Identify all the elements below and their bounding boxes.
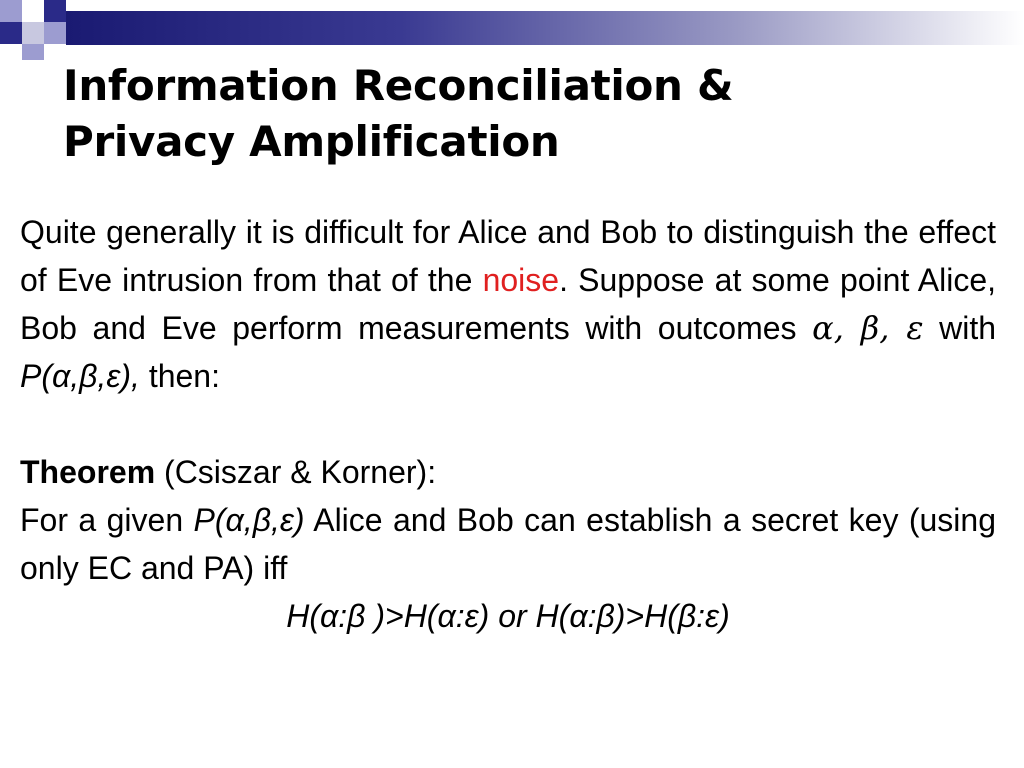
paragraph-spacer [20, 400, 996, 448]
deco-square [22, 22, 44, 44]
noise-highlight: noise [482, 262, 560, 298]
theorem-condition: H(α:β )>H(α:ε) or H(α:β)>H(β:ε) [286, 598, 730, 634]
theorem-attribution: (Csiszar & Korner): [155, 454, 437, 490]
outcome-symbols: α, β, ε [812, 309, 924, 347]
title-line-2: Privacy Amplification [63, 117, 560, 166]
deco-square [22, 0, 44, 22]
intro-text-2: . Suppose at some point Alice, Bob and Eve perform measurements with outcomes [20, 262, 997, 346]
theorem-statement [20, 496, 996, 592]
header-decoration [0, 0, 1024, 60]
deco-square [0, 22, 22, 44]
theorem-text-1: For a given [20, 502, 194, 538]
intro-text-1: Quite generally it is difficult for Alice and Bob to distinguish the effect of Eve intrusion from that of the [20, 214, 996, 298]
deco-square [44, 0, 66, 22]
intro-text-3: with [923, 310, 997, 346]
deco-square [0, 0, 22, 22]
deco-square [44, 22, 66, 44]
title-line-1: Information Reconciliation & [63, 61, 734, 110]
slide-title [63, 58, 1003, 170]
slide-body [20, 208, 996, 640]
intro-paragraph [20, 208, 996, 400]
theorem-probability: P(α,β,ε) [193, 502, 305, 538]
deco-square [22, 44, 44, 60]
joint-probability: P(α,β,ε), [20, 358, 140, 394]
theorem-heading [20, 448, 996, 496]
theorem-label: Theorem [20, 454, 156, 490]
intro-text-4: then: [139, 358, 220, 394]
theorem-text-2: Alice and Bob can establish a secret key (using only EC and PA) iff [20, 502, 997, 586]
header-gradient-bar [66, 11, 1024, 45]
